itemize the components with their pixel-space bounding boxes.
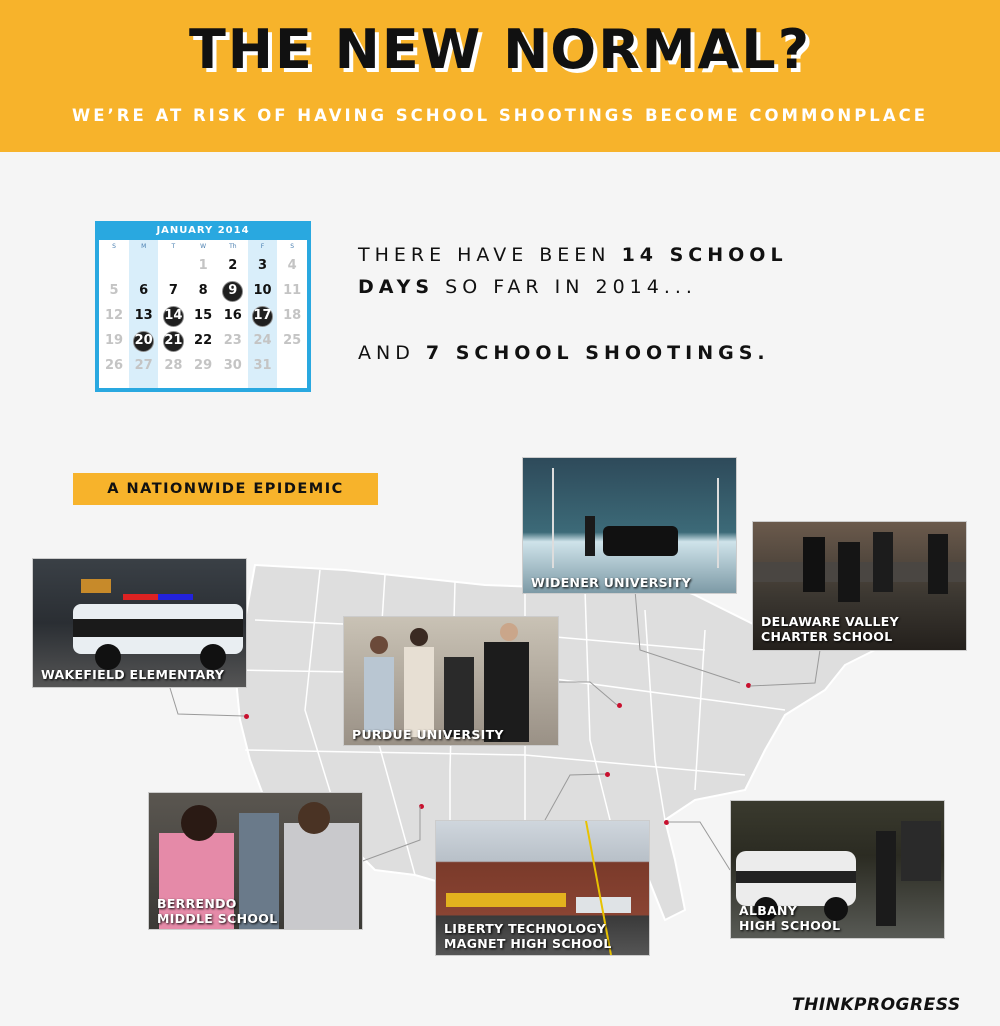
incident-photo-albany (730, 800, 945, 939)
stats-text: AND (358, 342, 426, 364)
calendar-weekday: Th (229, 243, 237, 250)
calendar-day: 9 (228, 283, 238, 298)
incident-dot (617, 703, 622, 708)
stats-highlight: 7 SCHOOL SHOOTINGS. (425, 342, 770, 364)
calendar-day: 2 (228, 258, 238, 273)
stats-line-2 (358, 276, 697, 298)
calendar-day: 17 (253, 308, 272, 323)
stats-highlight: DAYS (358, 276, 435, 298)
incident-label: LIBERTY TECHNOLOGY MAGNET HIGH SCHOOL (444, 921, 612, 951)
section-label: A NATIONWIDE EPIDEMIC (73, 473, 378, 505)
incident-photo-liberty (435, 820, 650, 956)
calendar (95, 221, 311, 392)
incident-label: WIDENER UNIVERSITY (531, 575, 692, 590)
calendar-grid (99, 240, 307, 388)
calendar-day: 4 (287, 258, 297, 273)
incident-photo-berrendo (148, 792, 363, 930)
calendar-day: 21 (164, 333, 183, 348)
calendar-weekday: F (260, 243, 265, 250)
calendar-day: 11 (283, 283, 302, 298)
calendar-day: 13 (134, 308, 153, 323)
calendar-day: 15 (194, 308, 213, 323)
stats-text: THERE HAVE BEEN (358, 244, 622, 266)
calendar-day: 14 (164, 308, 183, 323)
incident-dot (419, 804, 424, 809)
calendar-day: 22 (194, 333, 213, 348)
header-banner (0, 0, 1000, 152)
incident-label: PURDUE UNIVERSITY (352, 727, 504, 742)
stats-line-1 (358, 244, 788, 266)
incident-label: DELAWARE VALLEY CHARTER SCHOOL (761, 614, 899, 644)
calendar-day: 7 (168, 283, 178, 298)
incident-dot (244, 714, 249, 719)
calendar-day: 10 (253, 283, 272, 298)
incident-photo-delaware (752, 521, 967, 651)
photo-scene (344, 617, 558, 745)
incident-label: ALBANY HIGH SCHOOL (739, 903, 841, 933)
calendar-day: 24 (253, 333, 272, 348)
incident-dot (664, 820, 669, 825)
calendar-day: 6 (139, 283, 149, 298)
stats-line-3 (358, 342, 770, 364)
calendar-day: 25 (283, 333, 302, 348)
incident-photo-wakefield (32, 558, 247, 688)
calendar-day: 18 (283, 308, 302, 323)
calendar-day: 31 (253, 358, 272, 373)
calendar-weekday: S (290, 243, 295, 250)
calendar-weekday: T (171, 243, 176, 250)
calendar-day: 1 (198, 258, 208, 273)
calendar-month: JANUARY 2014 (156, 225, 250, 236)
incident-dot (746, 683, 751, 688)
calendar-day: 20 (134, 333, 153, 348)
calendar-day: 29 (194, 358, 213, 373)
page-subtitle: WE’RE AT RISK OF HAVING SCHOOL SHOOTINGS BECOME COMMONPLACE (72, 106, 928, 125)
calendar-day: 19 (104, 333, 124, 348)
calendar-day: 5 (109, 283, 119, 298)
calendar-weekday: S (112, 243, 116, 250)
thinkprogress-logo: THINKPROGRESS (792, 995, 961, 1015)
calendar-weekday: M (141, 243, 147, 250)
incident-label: WAKEFIELD ELEMENTARY (41, 667, 225, 682)
incident-photo-widener (522, 457, 737, 594)
photo-scene (523, 458, 736, 593)
page-title: THE NEW NORMAL? (188, 18, 812, 81)
calendar-day: 28 (164, 358, 183, 373)
incident-label: BERRENDO MIDDLE SCHOOL (157, 896, 278, 926)
incident-photo-purdue (343, 616, 559, 746)
calendar-day: 8 (198, 283, 208, 298)
calendar-day: 3 (257, 258, 268, 273)
calendar-day: 12 (104, 308, 124, 323)
calendar-day: 30 (223, 358, 242, 373)
calendar-weekday: W (200, 243, 207, 250)
calendar-day: 26 (104, 358, 124, 373)
stats-text: SO FAR IN 2014... (434, 276, 697, 298)
stats-highlight: 14 SCHOOL (621, 244, 788, 266)
calendar-day: 27 (134, 358, 153, 373)
calendar-day: 23 (223, 333, 242, 348)
incident-dot (605, 772, 610, 777)
calendar-day: 16 (223, 308, 242, 323)
